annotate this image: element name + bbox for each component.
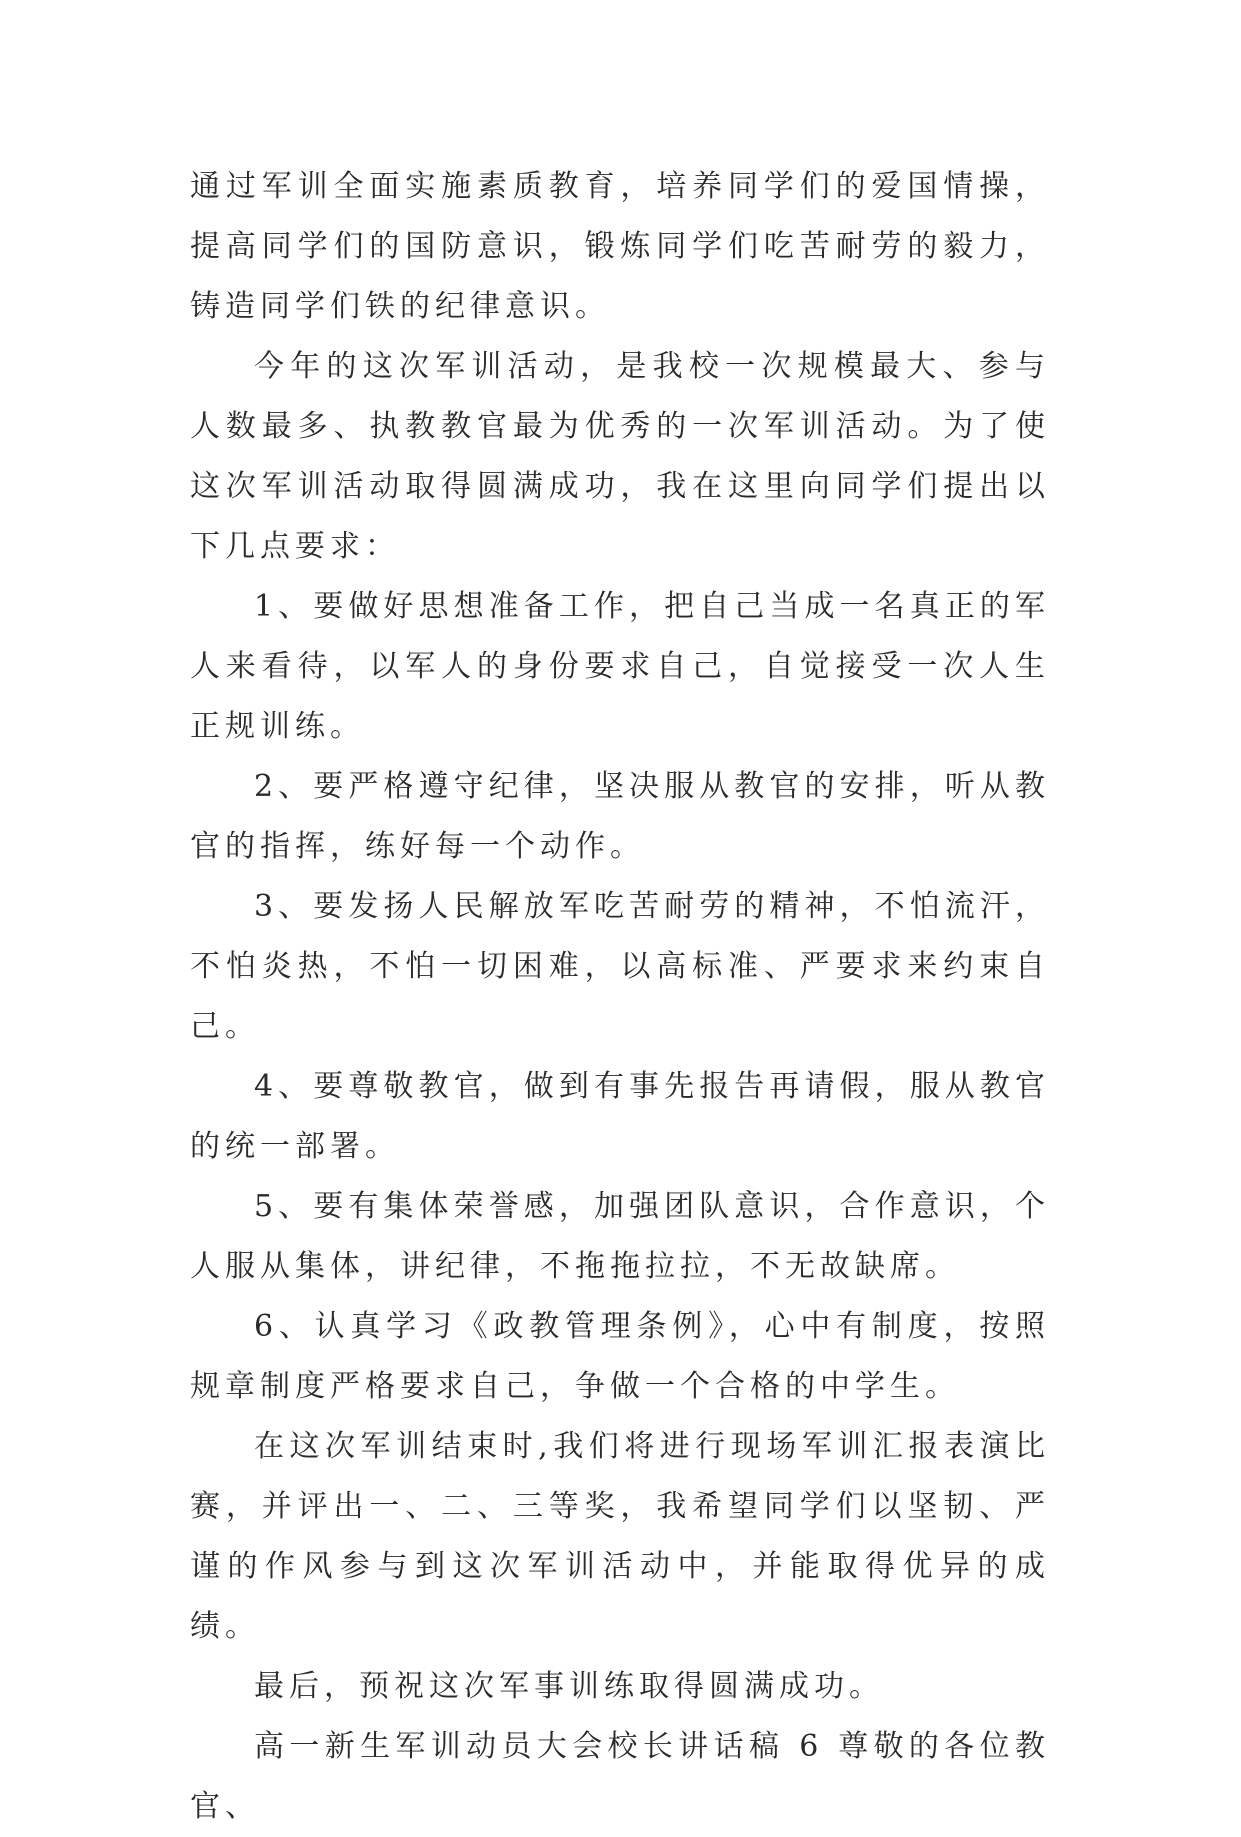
paragraph-next-speech: 高一新生军训动员大会校长讲话稿 6 尊敬的各位教官、: [190, 1729, 1050, 1824]
list-item-3: 3、要发扬人民解放军吃苦耐劳的精神，不怕流汗，不怕炎热，不怕一切困难，以高标准、严要求来约束自己。: [190, 889, 1050, 1044]
list-item-1: 1、要做好思想准备工作，把自己当成一名真正的军人来看待，以军人的身份要求自己，自觉接受一次人生正规训练。: [190, 589, 1050, 744]
paragraph-2: 今年的这次军训活动，是我校一次规模最大、参与人数最多、执教教官最为优秀的一次军训活动。为了使这次军训活动取得圆满成功，我在这里向同学们提出以下几点要求：: [190, 349, 1050, 564]
paragraph-wishes: 最后，预祝这次军事训练取得圆满成功。: [254, 1669, 884, 1704]
list-item-2: 2、要严格遵守纪律，坚决服从教官的安排，听从教官的指挥，练好每一个动作。: [190, 769, 1050, 864]
list-item-4: 4、要尊敬教官，做到有事先报告再请假，服从教官的统一部署。: [190, 1069, 1050, 1164]
list-item-6: 6、认真学习《政教管理条例》，心中有制度，按照规章制度严格要求自己，争做一个合格的中学生。: [190, 1309, 1050, 1404]
list-item-5: 5、要有集体荣誉感，加强团队意识，合作意识，个人服从集体，讲纪律，不拖拖拉拉，不无故缺席。: [190, 1189, 1050, 1284]
paragraph-1: 通过军训全面实施素质教育，培养同学们的爱国情操，提高同学们的国防意识，锻炼同学们吃苦耐劳的毅力，铸造同学们铁的纪律意识。: [190, 169, 1050, 324]
paragraph-closing-event: 在这次军训结束时,我们将进行现场军训汇报表演比赛，并评出一、二、三等奖，我希望同学们以坚韧、严谨的作风参与到这次军训活动中，并能取得优异的成绩。: [190, 1429, 1050, 1644]
document-body: [190, 157, 1050, 1837]
